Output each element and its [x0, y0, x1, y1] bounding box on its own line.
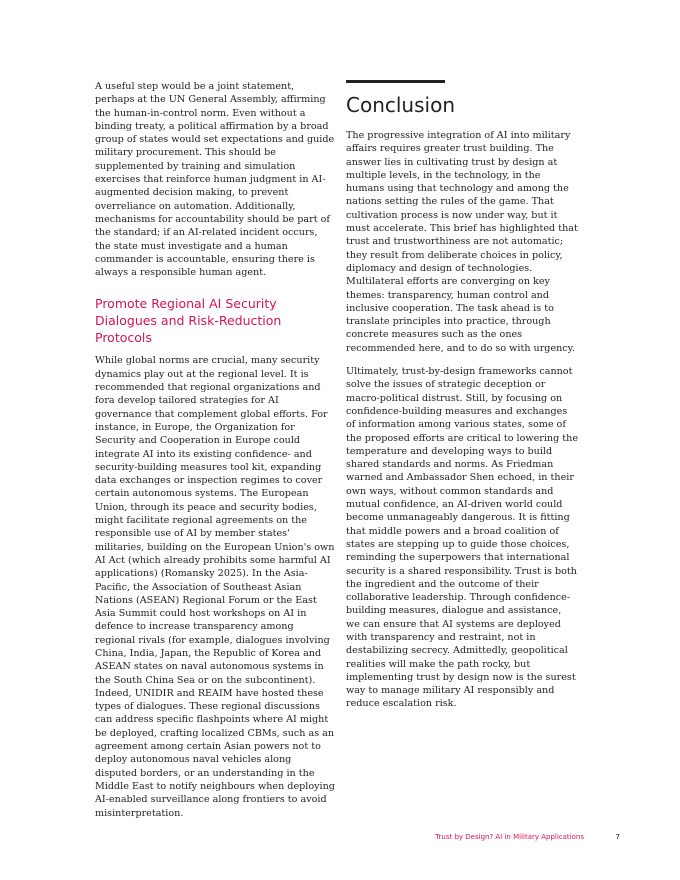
section-heading: Promote Regional AI Security Dialogues and Risk-Reduction Protocols: [95, 296, 282, 346]
page-number: 7: [615, 833, 620, 841]
conclusion-paragraph-2: Ultimately, trust-by-design frameworks cannot solve the issues of strategic deception or macro-political distrust. Still, by focusing on confidence-building measures and exchanges of information among various states, some of the proposed efforts are critical to lowering the temperature and developing ways to build shared standards and norms. As Friedman warned and Ambassador Shen echoed, in their own ways, without common standards and mutual confidence, an AI-driven world could become unmanageably dangerous. It is fitting that middle powers and a broad coalition of states are stepping up to guide those choices, reminding the superpowers that international security is a shared responsibility. Trust is both the ingredient and the outcome of their collaborative leadership. Through confidence-building measures, dialogue and assistance, we can ensure that AI systems are deployed with transparency and restraint, not in destabilizing secrecy. Admittedly, geopolitical realities will make the path rocky, but implementing trust by design now is the surest way to manage military AI responsibly and reduce escalation risk.: [346, 366, 579, 710]
conclusion-heading: Conclusion: [346, 93, 455, 117]
left-column: [95, 80, 335, 830]
right-column: [346, 80, 578, 721]
conclusion-paragraph-1: The progressive integration of AI into military affairs requires greater trust building. The answer lies in cultivating trust by design at multiple levels, in the technology, in the humans using that technology and among the nations setting the rules of the game. That cultivation process is now under way, but it must accelerate. This brief has highlighted that trust and trustworthiness are not automatic; they result from deliberate choices in policy, diplomacy and design of technologies. Multilateral efforts are converging on key themes: transparency, human control and inclusive cooperation. The task ahead is to translate principles into practice, through concrete measures such as the ones recommended here, and to do so with urgency.: [346, 130, 578, 354]
intro-paragraph: A useful step would be a joint statement, perhaps at the UN General Assembly, affirming the human-in-control norm. Even without a binding treaty, a political affirmation by a broad group of states would set expectations and guide military procurement. This should be supplemented by training and simulation exercises that reinforce human judgment in AI-augmented decision making, to prevent overreliance on automation. Additionally, mechanisms for accountability should be part of the standard; if an AI-related incident occurs, the state must investigate and a human commander is accountable, ensuring there is always a responsible human agent.: [95, 81, 335, 279]
section-paragraph: While global norms are crucial, many security dynamics play out at the regional level. It is recommended that regional organizations and fora develop tailored strategies for AI governance that complement global efforts. For instance, in Europe, the Organization for Security and Cooperation in Europe could integrate AI into its existing confidence- and security-building measures tool kit, expanding data exchanges or inspection regimes to cover certain autonomous systems. The European Union, through its peace and security bodies, might facilitate regional agreements on the responsible use of AI by member states' militaries, building on the European Union's own AI Act (which already prohibits some harmful AI applications) (Romansky 2025). In the Asia-Pacific, the Association of Southeast Asian Nations (ASEAN) Regional Forum or the East Asia Summit could host workshops on AI in defence to increase transparency among regional rivals (for example, dialogues involving China, India, Japan, the Republic of Korea and ASEAN states on naval autonomous systems in the South China Sea or on the subcontinent). Indeed, UNIDIR and REAIM have hosted these types of dialogues. These regional discussions can address specific flashpoints where AI might be deployed, crafting localized CBMs, such as an agreement among certain Asian powers not to deploy autonomous naval vehicles along disputed borders, or an understanding in the Middle East to notify neighbours when deploying AI-enabled surveillance along frontiers to avoid misinterpretation.: [95, 355, 335, 819]
heading-rule: [346, 80, 445, 83]
footer-publication-title: Trust by Design? AI in Military Applications: [435, 833, 584, 841]
